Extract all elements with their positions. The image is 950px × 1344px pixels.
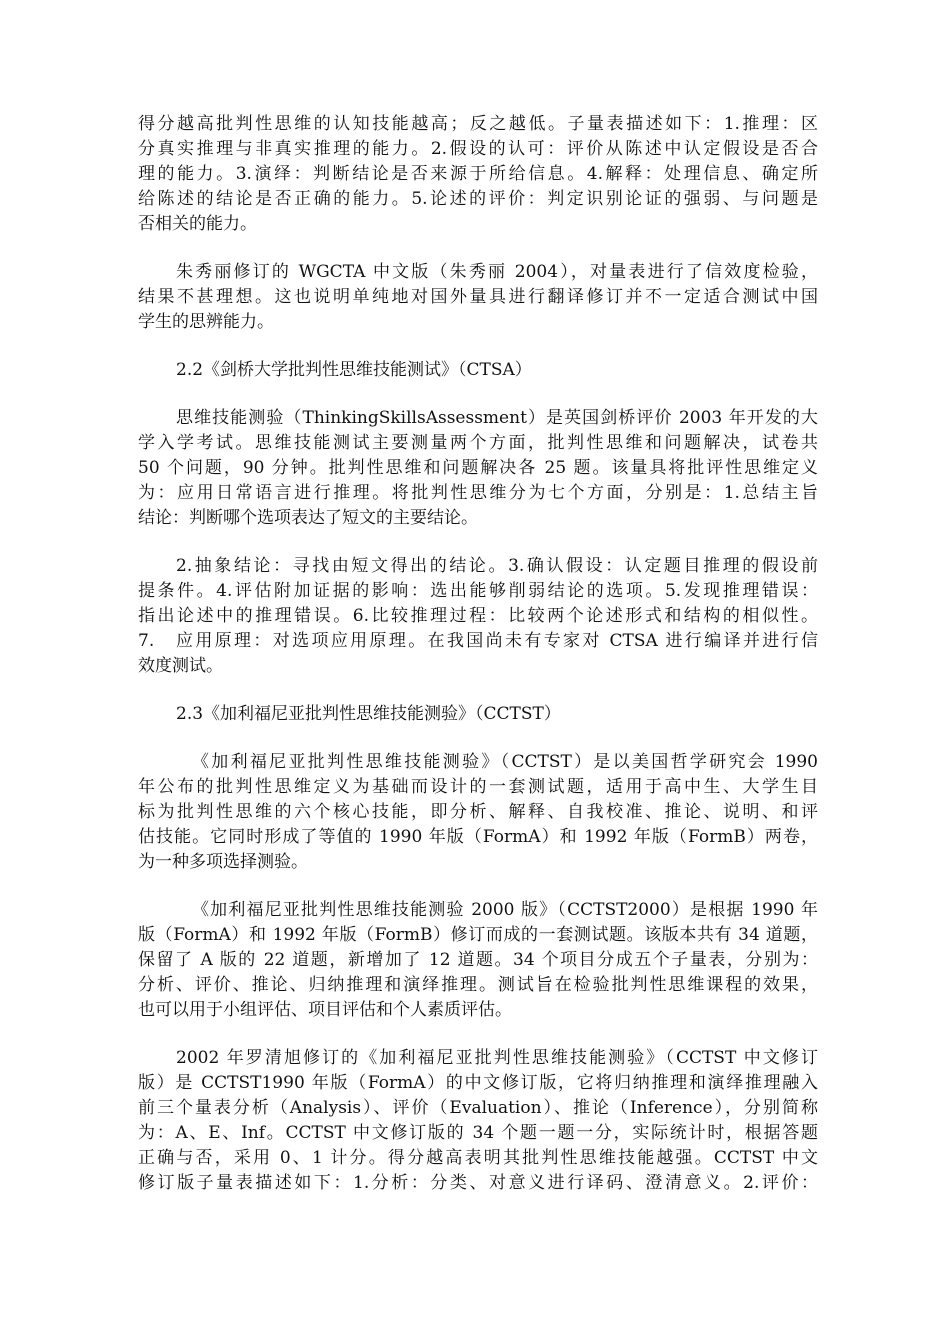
text-line: 标为批判性思维的六个核心技能，即分析、解释、自我校准、推论、说明、和评 — [138, 802, 818, 822]
text-line: 结果不甚理想。这也说明单纯地对国外量具进行翻译修订并不一定适合测试中国 — [138, 287, 818, 307]
text-line: 前三个量表分析（Analysis）、评价（Evaluation）、推论（Inference），分别简称 — [138, 1098, 818, 1118]
list-text: 应用原理：对选项应用原理。在我国尚未有专家对 CTSA 进行编译并进行信 — [176, 631, 818, 651]
text-line: 朱秀丽修订的 WGCTA 中文版（朱秀丽 2004），对量表进行了信效度检验， — [176, 262, 818, 282]
list-number: 7. — [138, 631, 155, 651]
text-line: 保留了 A 版的 22 道题，新增加了 12 道题。34 个项目分成五个子量表，分别为： — [138, 950, 818, 970]
paragraph-cctst-intro — [138, 750, 818, 875]
paragraph-cctst-chinese — [138, 1046, 818, 1196]
text-line: 否相关的能力。 — [138, 214, 257, 234]
heading-text: 2.3《加利福尼亚批判性思维技能测验》（CCTST） — [176, 704, 561, 724]
text-line: 《加利福尼亚批判性思维技能测验 2000 版》（CCTST2000）是根据 1990 年 — [192, 900, 818, 920]
text-line: 版）是 CCTST1990 年版（FormA）的中文修订版，它将归纳推理和演绎推理融入 — [138, 1073, 818, 1093]
section-heading-ctsa — [138, 358, 818, 383]
paragraph-subscale-description — [138, 112, 818, 237]
heading-text: 2.2《剑桥大学批判性思维技能测试》（CTSA） — [176, 360, 532, 380]
document-body — [138, 112, 818, 1196]
text-line: 2002 年罗清旭修订的《加利福尼亚批判性思维技能测验》（CCTST 中文修订 — [176, 1048, 818, 1068]
text-line: 版（FormA）和 1992 年版（FormB）修订而成的一套测试题。该版本共有 34 道题， — [138, 925, 818, 945]
text-line: 2.抽象结论：寻找由短文得出的结论。3.确认假设：认定题目推理的假设前 — [176, 556, 818, 576]
paragraph-ctsa-intro — [138, 406, 818, 531]
text-line: 效度测试。 — [138, 656, 223, 676]
text-line: 估技能。它同时形成了等值的 1990 年版（FormA）和 1992 年版（FormB）两卷， — [138, 827, 818, 847]
paragraph-cctst2000 — [138, 898, 818, 1023]
text-line: 分析、评价、推论、归纳推理和演绎推理。测试旨在检验批判性思维课程的效果， — [138, 975, 818, 995]
text-line: 也可以用于小组评估、项目评估和个人素质评估。 — [138, 1000, 512, 1020]
text-line: 修订版子量表描述如下：1.分析：分类、对意义进行译码、澄清意义。2.评价： — [138, 1173, 818, 1193]
text-line: 年公布的批判性思维定义为基础而设计的一套测试题，适用于高中生、大学生目 — [138, 777, 818, 797]
text-line: 为：应用日常语言进行推理。将批判性思维分为七个方面，分别是：1.总结主旨 — [138, 483, 818, 503]
text-line: 指出论述中的推理错误。6.比较推理过程：比较两个论述形式和结构的相似性。 — [138, 606, 818, 626]
text-line: 分真实推理与非真实推理的能力。2.假设的认可：评价从陈述中认定假设是否合 — [138, 139, 818, 159]
text-line: 学生的思辨能力。 — [138, 312, 274, 332]
text-line: 结论：判断哪个选项表达了短文的主要结论。 — [138, 508, 478, 528]
text-line: 理的能力。3.演绎：判断结论是否来源于所给信息。4.解释：处理信息、确定所 — [138, 164, 818, 184]
text-line: 50 个问题，90 分钟。批判性思维和问题解决各 25 题。该量具将批评性思维定义 — [138, 458, 818, 478]
text-line: 思维技能测验（ThinkingSkillsAssessment）是英国剑桥评价 2003 年开发的大 — [176, 408, 818, 428]
paragraph-ctsa-aspects — [138, 554, 818, 679]
list-item — [138, 629, 818, 654]
text-line: 为一种多项选择测验。 — [138, 852, 308, 872]
text-line: 得分越高批判性思维的认知技能越高；反之越低。子量表描述如下：1.推理：区 — [138, 114, 818, 134]
text-line: 为：A、E、Inf。CCTST 中文修订版的 34 个题一题一分，实际统计时，根据答题 — [138, 1123, 818, 1143]
text-line: 《加利福尼亚批判性思维技能测验》（CCTST）是以美国哲学研究会 1990 — [192, 752, 818, 772]
text-line: 提条件。4.评估附加证据的影响：选出能够削弱结论的选项。5.发现推理错误： — [138, 581, 818, 601]
text-line: 学入学考试。思维技能测试主要测量两个方面，批判性思维和问题解决，试卷共 — [138, 433, 818, 453]
paragraph-wgcta-chinese — [138, 260, 818, 335]
text-line: 给陈述的结论是否正确的能力。5.论述的评价：判定识别论证的强弱、与问题是 — [138, 189, 818, 209]
section-heading-cctst — [138, 702, 818, 727]
text-line: 正确与否，采用 0、1 计分。得分越高表明其批判性思维技能越强。CCTST 中文 — [138, 1148, 818, 1168]
